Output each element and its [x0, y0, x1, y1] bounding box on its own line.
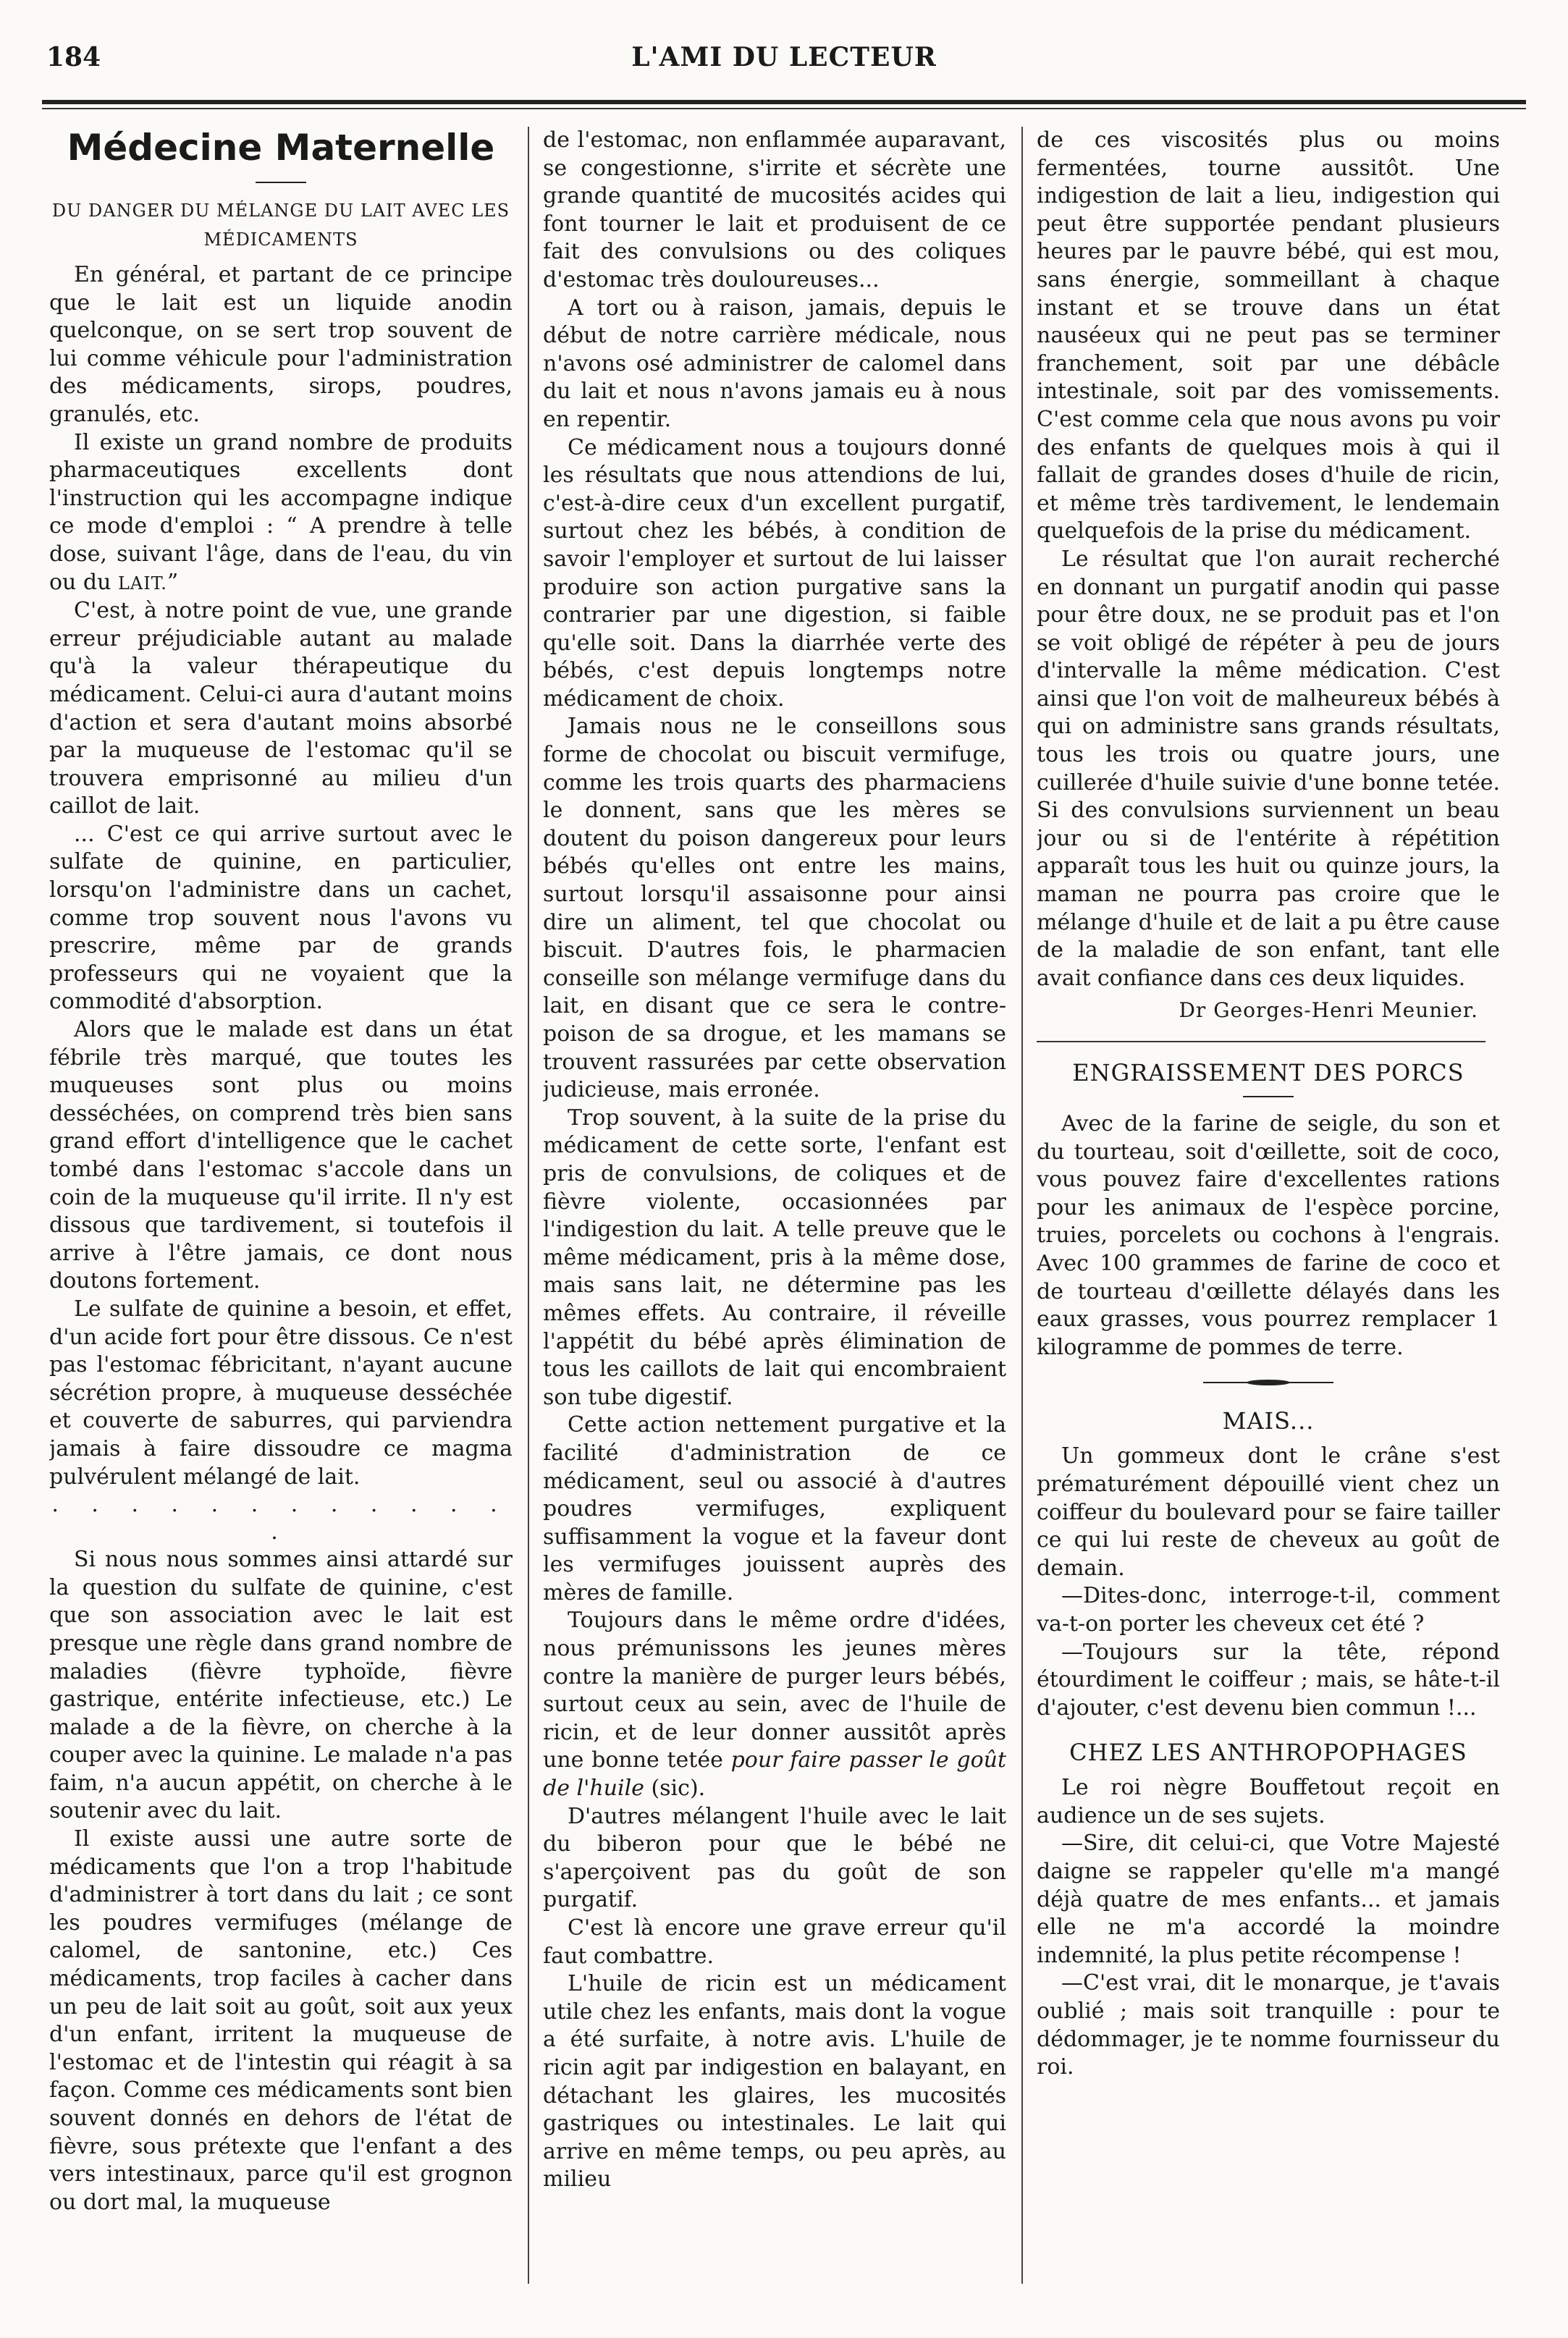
article-subtitle: DU DANGER DU MÉLANGE DU LAIT AVEC LES MÉDICAMENTS [51, 201, 510, 250]
paragraph: Un gommeux dont le crâne s'est prématurément dépouillé vient chez un coiffeur du boulevard pour se faire tailler ce qui lui reste de cheveux au goût de demain. [1037, 1443, 1500, 1581]
paragraph: —C'est vrai, dit le monarque, je t'avais oublié ; mais soit tranquille : pour te dédommager, je te nomme fournisseur du roi. [1037, 1970, 1500, 2080]
header-rule-thin [42, 108, 1526, 109]
section-rule [1037, 1041, 1485, 1042]
page-header [42, 42, 1526, 85]
paragraph: —Sire, dit celui-ci, que Votre Majesté daigne se rappeler qu'elle m'a mangé déjà quatre de mes enfants... et jamais elle ne m'a accordé la moindre indemnité, la plus petite récompense ! [1037, 1831, 1500, 1968]
title-rule [1243, 1096, 1294, 1097]
paragraph: Trop souvent, à la suite de la prise du médicament de cette sorte, l'enfant est pris de convulsions, de coliques et de fièvre violente, occasionnées par l'indigestion du lait. A telle preuve que le même médicament, pris à la même dose, mais sans lait, ne détermine pas les mêmes effets. Au contraire, il réveille l'appétit du bébé après élimination de tous les caillots de lait qui encombraient son tube digestif. [543, 1105, 1006, 1410]
paragraph: A tort ou à raison, jamais, depuis le début de notre carrière médicale, nous n'avons osé administrer de calomel dans du lait et nous n'avons jamais eu à nous en repentir. [543, 295, 1006, 432]
running-title: L'AMI DU LECTEUR [631, 42, 937, 72]
page-number: 184 [46, 42, 101, 72]
section-title: CHEZ LES ANTHROPOPHAGES [1069, 1739, 1467, 1767]
paragraph: C'est là encore une grave erreur qu'il faut combattre. [543, 1915, 1006, 1969]
paragraph: ... C'est ce qui arrive surtout avec le sulfate de quinine, en particulier, lorsqu'on l'administre dans un cachet, comme trop souvent nous l'avons vu prescrire, même par de grands professeurs qui ne voyaient que la commodité d'absorption. [49, 821, 513, 1015]
paragraph: Le roi nègre Bouffetout reçoit en audience un de ses sujets. [1037, 1775, 1500, 1828]
paragraph: D'autres mélangent l'huile avec le lait du biberon pour que le bébé ne s'aperçoivent pas du goût de son purgatif. [543, 1803, 1006, 1913]
paragraph: Jamais nous ne le conseillons sous forme de chocolat ou biscuit vermifuge, comme les trois quarts des pharmaciens le donnent, sans que les mères se doutent du poison dangereux pour leurs bébés qu'elles ont entre les mains, surtout lorsqu'il assaisonne pour ainsi dire un aliment, tel que chocolat ou biscuit. D'autres fois, le pharmacien conseille son mélange vermifuge dans du lait, en disant que ce sera le contre-poison de sa drogue, et les mamans se trouvent rassurées par cette observation judicieuse, mais erronée. [543, 714, 1006, 1103]
column-1 [49, 127, 513, 2287]
paragraph: de ces viscosités plus ou moins fermentées, tourne aussitôt. Une indigestion de lait a lieu, indigestion qui peut être supportée pendant plusieurs heures par le pauvre bébé, qui est mou, sans énergie, sommeillant à chaque instant et se trouve dans un état nauséeux qui ne peut pas se terminer franchement, soit par une débâcle intestinale, soit par des vomissements. C'est comme cela que nous avons pu voir des enfants de quelques mois à qui il fallait de grandes doses d'huile de ricin, et même très tardivement, le lendemain quelquefois de la prise du médicament. [1037, 127, 1500, 544]
paragraph: Ce médicament nous a toujours donné les résultats que nous attendions de lui, c'est-à-dire ceux d'un excellent purgatif, surtout chez les bébés, à condition de savoir l'employer et surtout de lui laisser produire son action purgative sans la contrarier par une digestion, si faible qu'elle soit. Dans la diarrhée verte des bébés, c'est depuis longtemps notre médicament de choix. [543, 434, 1006, 712]
paragraph: Si nous nous sommes ainsi attardé sur la question du sulfate de quinine, c'est que son association avec le lait est presque une règle dans grand nombre de maladies (fièvre typhoïde, fièvre gastrique, entérite infectieuse, etc.) Le malade a de la fièvre, on cherche à la couper avec la quinine. Le malade n'a pas faim, n'a aucun appétit, on cherche à le soutenir avec du lait. [49, 1547, 513, 1824]
paragraph: Toujours dans le même ordre d'idées, nous prémunissons les jeunes mères contre la manière de purger leurs bébés, surtout ceux au sein, avec de l'huile de ricin, et de leur donner aussitôt après une bonne tetée pour faire passer le goût de l'huile (sic). [543, 1608, 1006, 1802]
paragraph: Il existe aussi une autre sorte de médicaments que l'on a trop l'habitude d'administrer à tort dans du lait ; ce sont les poudres vermifuges (mélange de calomel, de santonine, etc.) Ces médicaments, trop faciles à cacher dans un peu de lait soit au goût, soit aux yeux d'un enfant, irritent la muqueuse de l'estomac et de l'intestin qui réagit à sa façon. Comme ces médicaments sont bien souvent donnés en dehors de l'état de fièvre, sous prétexte que l'enfant a des vers intestinaux, parce qu'il est grognon ou dort mal, la muqueuse [49, 1826, 513, 2215]
author-signature: Dr Georges-Henri Meunier. [1179, 998, 1478, 1023]
column-divider [1021, 127, 1023, 2284]
paragraph: Alors que le malade est dans un état fébrile très marqué, que toutes les muqueuses sont plus ou moins desséchées, on comprend très bien sans grand effort d'intelligence que le cachet tombé dans l'estomac s'accole dans un coin de la muqueuse qu'il irrite. Il n'y est dissous que tardivement, si toutefois il arrive à l'être jamais, ce dont nous doutons fortement. [49, 1017, 513, 1294]
paragraph: Le résultat que l'on aurait recherché en donnant un purgatif anodin qui passe pour être doux, ne se produit pas et l'on se voit obligé de répéter à peu de jours d'intervalle la même médication. C'est ainsi que l'on voit de malheureux bébés à qui on administre sans grands résultats, tous les trois ou quatre jours, une cuillerée d'huile suivie d'une bonne tetée. Si des convulsions surviennent un beau jour ou si de l'entérite à répétition apparaît tous les huit ou quinze jours, la maman ne pourra pas croire que le mélange d'huile et de lait a pu être cause de la maladie de son enfant, tant elle avait confiance dans ces deux liquides. [1037, 546, 1500, 991]
paragraph: L'huile de ricin est un médicament utile chez les enfants, mais dont la vogue a été surfaite, à notre avis. L'huile de ricin agit par indigestion en balayant, en détachant les glaires, les mucosités gastriques ou intestinales. Le lait qui arrive en même temps, ou peu après, au milieu [543, 1971, 1006, 2193]
ornament-divider [1203, 1377, 1333, 1388]
paragraph: de l'estomac, non enflammée auparavant, se congestionne, s'irrite et sécrète une grande quantité de mucosités acides qui font tourner le lait et produisent de ce fait des convulsions ou des coliques d'estomac très douloureuses... [543, 127, 1006, 292]
article-title: Médecine Maternelle [67, 127, 495, 169]
ellipsis-separator: . . . . . . . . . . . . . [51, 1492, 510, 1545]
section-title: ENGRAISSEMENT DES PORCS [1072, 1059, 1464, 1086]
title-rule [256, 182, 306, 183]
column-2 [543, 127, 1006, 2287]
paragraph: —Dites-donc, interroge-t-il, comment va-t-on porter les cheveux cet été ? [1037, 1583, 1500, 1637]
paragraph: Le sulfate de quinine a besoin, et effet, d'un acide fort pour être dissous. Ce n'est pas l'estomac fébricitant, n'ayant aucune sécrétion propre, à muqueuse desséchée et couverte de saburres, qui parviendra jamais à faire dissoudre ce magma pulvérulent mélangé de lait. [49, 1296, 513, 1490]
paragraph: En général, et partant de ce principe que le lait est un liquide anodin quelconque, on se sert trop souvent de lui comme véhicule pour l'administration des médicaments, sirops, poudres, granulés, etc. [49, 262, 513, 427]
header-rule-thick [42, 100, 1526, 104]
column-3 [1037, 127, 1500, 2287]
paragraph: Il existe un grand nombre de produits pharmaceutiques excellents dont l'instruction qui les accompagne indique ce mode d'emploi : “ A prendre à telle dose, suivant l'âge, dans de l'eau, du vin ou du LAIT.” [49, 429, 513, 595]
paragraph: Cette action nettement purgative et la facilité d'administration de ce médicament, seul ou associé à d'autres poudres vermifuges, expliquent suffisamment la vogue et la faveur dont les vermifuges jouissent auprès des mères de famille. [543, 1412, 1006, 1605]
column-divider [528, 127, 529, 2284]
paragraph: Avec de la farine de seigle, du son et du tourteau, soit d'œillette, soit de coco, vous pouvez faire d'excellentes rations pour les animaux de l'espèce porcine, truies, porcelets ou cochons à l'engrais. Avec 100 grammes de farine de coco et de tourteau d'œillette délayés dans les eaux grasses, vous pourrez remplacer 1 kilogramme de pommes de terre. [1037, 1111, 1500, 1360]
paragraph: C'est, à notre point de vue, une grande erreur préjudiciable autant au malade qu'à la valeur thérapeutique du médicament. Celui-ci aura d'autant moins d'action et sera d'autant moins absorbé par la muqueuse de l'estomac qu'il se trouvera emprisonné au milieu d'un caillot de lait. [49, 598, 513, 819]
paragraph: —Toujours sur la tête, répond étourdiment le coiffeur ; mais, se hâte-t-il d'ajouter, c'est devenu bien commun !... [1037, 1639, 1500, 1721]
section-title: MAIS... [1222, 1407, 1315, 1435]
